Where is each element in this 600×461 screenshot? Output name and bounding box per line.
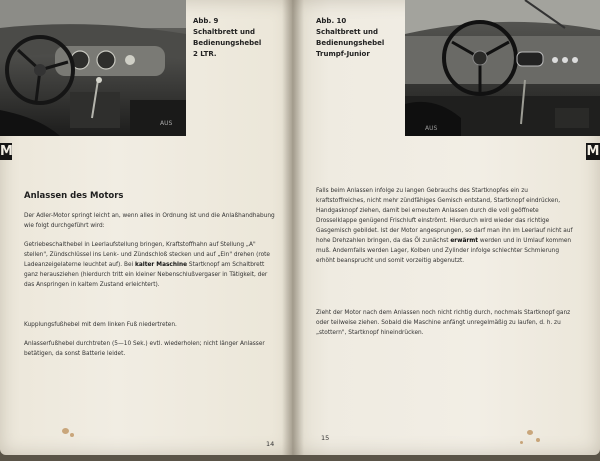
stain [527,430,533,435]
stain [536,438,540,442]
page-number-left: 14 [266,440,275,448]
paragraph: Anlasserfußhebel durchtreten (5—10 Sek.) evtl. wiederholen; nicht länger Anlasser betätigen, da sonst Batterie leidet. [24,341,265,357]
figure-caption-abb9 [193,16,283,60]
paragraph [316,186,578,266]
book-gutter [282,0,304,455]
stain [62,428,69,434]
caption-line: Bedienungshebel [193,39,262,47]
caption-line: Bedienungshebel [316,39,385,47]
caption-line: Abb. 9 [193,17,219,25]
stain [520,441,523,444]
svg-text:AUS: AUS [425,125,438,132]
section-heading: Anlassen des Motors [24,191,124,201]
paragraph: Zieht der Motor nach dem Anlassen noch nicht richtig durch, nochmals Startknopf ganz oder teilweise ziehen. Sobald die Maschine anfängt unregelmäßig zu laufen, d. h. zu „stottern", Startknopf hineindrücken. [316,310,571,336]
caption-line: 2 LTR. [193,50,217,58]
caption-line: Abb. 10 [316,17,347,25]
paragraph-text: Getriebeschalthebel in Leerlaufstellung bringen, Kraftstoffhahn auf Stellung „A" stellen", Zündschlüssel ins Lenk- und Zündschloß stecken und auf „Ein" drehen (rote Ladeanzeigelaterne leuchtet auf). Bei [24,242,270,268]
caption-line: Trumpf-Junior [316,50,370,58]
bold-phrase: erwärmt [450,238,479,244]
left-page [0,0,292,455]
paragraph: Kupplungsfußhebel mit dem linken Fuß niedertreten. [24,322,177,328]
figure-caption-abb10 [316,16,404,60]
section-tab-left: M [0,144,13,159]
paragraph-text: Startknopf am Schaltbrett ganz herausziehen (hierdurch tritt ein kleiner Nebenschlußvergaser in Tätigkeit, der das Anspringen in kaltem Zustand erleichtert). [24,262,268,288]
caption-line: Schaltbrett und [316,28,378,36]
dashboard-photo-trumpf-junior [405,0,600,136]
svg-text:AUS: AUS [160,120,173,127]
paragraph [24,240,276,290]
page-number-right: 15 [321,434,330,442]
bold-phrase: kalter Maschine [134,262,188,268]
stain [70,433,74,437]
paragraph-text: Falls beim Anlassen infolge zu langen Gebrauchs des Startknopfes ein zu kraftstoffreiches, nicht mehr zündfähiges Gemisch entstand, Startknopf eindrücken, Handgasknopf ziehen, damit bei erneutem Anlassen durch die voll geöffnete Drosselklappe genügend Frischluft einströmt. Hierdurch wird wieder das richtige Gasgemisch gebildet. Ist der Motor angesprungen, so darf man ihn im Leerlauf nicht auf hohe Drehzahlen bringen, da das Öl zunächst [316,188,573,244]
dashboard-photo-2ltr [0,0,186,136]
paragraph: Der Adler-Motor springt leicht an, wenn alles in Ordnung ist und die Anlaßhandhabung wie folgt durchgeführt wird: [24,213,275,229]
section-tab-right: M [586,144,600,159]
caption-line: Schaltbrett und [193,28,255,36]
paragraph-text: werden und in Umlauf kommen muß. Andernfalls werden Lager, Kolben und Zylinder infolge schlechter Schmierung erhöht beansprucht und somit vorzeitig abgenutzt. [316,238,572,264]
